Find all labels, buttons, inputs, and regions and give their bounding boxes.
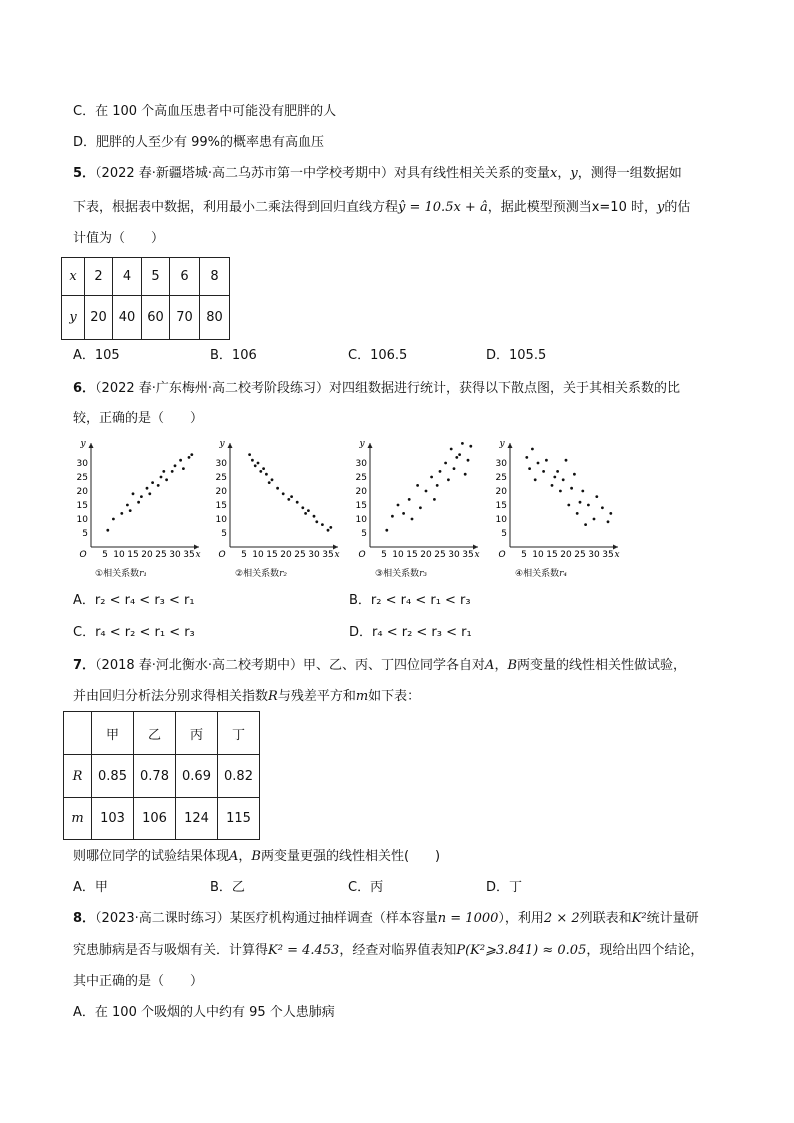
scatter-point (607, 520, 610, 523)
scatter-point (528, 467, 531, 470)
scatter-point (287, 498, 290, 501)
y-tick-label: 30 (76, 459, 88, 469)
scatter-point (567, 504, 570, 507)
scatter-point (408, 498, 411, 501)
scatter-point (190, 453, 193, 456)
q7-text-1c: 两变量的线性相关性做试验， (517, 658, 687, 673)
q8-probability: P(K²⩾3.841) ≈ 0.05 (456, 943, 587, 958)
q7-var-b-2: B (251, 849, 261, 864)
y-tick-label: 15 (355, 501, 367, 511)
q6-option-b: B．r₂ < r₄ < r₁ < r₃ (349, 593, 471, 608)
x-tick-label: 30 (448, 550, 460, 559)
q5-table-y-cell: 20 (85, 296, 113, 340)
q5-text-2c: x=10 时， (591, 200, 657, 215)
q7-table-m-cell: 115 (218, 798, 260, 840)
x-tick-label: 10 (252, 550, 264, 559)
q5-option-c: C．106.5 (348, 348, 408, 363)
y-tick-label: 15 (76, 501, 88, 511)
q8-k2-value: K² = 4.453 (268, 943, 340, 958)
q5-option-b: B．106 (210, 348, 257, 363)
scatter-point (556, 470, 559, 473)
scatter-point (601, 506, 604, 509)
scatter-point (157, 484, 160, 487)
scatter-point (296, 501, 299, 504)
y-axis-label: y (219, 439, 225, 449)
y-tick-label: 15 (215, 501, 227, 511)
y-axis-arrow (368, 443, 373, 448)
q7-table-head: 丁 (218, 712, 260, 755)
scatter-point (106, 529, 109, 532)
q5-data-table (61, 257, 230, 340)
y-tick-label: 30 (355, 459, 367, 469)
q7-line-2 (73, 688, 420, 706)
x-tick-label: 20 (560, 550, 572, 559)
q5-number: 5． (73, 166, 96, 181)
scatter-point (458, 453, 461, 456)
scatter-point (151, 481, 154, 484)
scatter-point (397, 504, 400, 507)
q8-number: 8． (73, 911, 96, 926)
scatter-point (126, 504, 129, 507)
scatter-plot-1 (71, 437, 205, 559)
scatter-point (559, 490, 562, 493)
scatter-point (581, 490, 584, 493)
scatter-point (411, 518, 414, 521)
x-axis-arrow (194, 545, 199, 550)
q8-sample-size: n = 1000 (437, 911, 499, 926)
q7-text-3c: 两变量更强的线性相关性( ) (260, 849, 441, 864)
scatter-point (276, 487, 279, 490)
q6-source: （2022 春·广东梅州·高二校考阶段练习） (95, 381, 330, 396)
q5-table-x-label: x (62, 258, 85, 296)
q6-line-1 (73, 380, 680, 398)
q8-text-2a: 究患肺病是否与吸烟有关．计算得 (73, 943, 269, 958)
q8-line-3: 其中正确的是（ ） (73, 974, 204, 989)
y-tick-label: 5 (82, 529, 88, 539)
q8-line-1 (73, 910, 699, 928)
scatter-point (573, 473, 576, 476)
x-tick-label: 15 (546, 550, 558, 559)
q5-table-x-cell: 2 (85, 258, 113, 296)
q7-var-a-2: A (229, 849, 239, 864)
x-tick-label: 20 (420, 550, 432, 559)
y-axis-label: y (359, 439, 365, 449)
q5-text-1b: ，测得一组数据如 (577, 166, 682, 181)
q5-table-x-cell: 8 (200, 258, 230, 296)
x-tick-label: 25 (155, 550, 167, 559)
q7-table-head: 丙 (176, 712, 218, 755)
scatter-point (146, 487, 149, 490)
scatter-point (385, 529, 388, 532)
scatter-point (579, 501, 582, 504)
scatter-point (129, 509, 132, 512)
scatter-point (416, 484, 419, 487)
y-tick-label: 5 (501, 529, 507, 539)
scatter-point (290, 495, 293, 498)
x-tick-label: O (358, 550, 366, 559)
q5-var-y-2: y (656, 200, 665, 215)
scatter-point (251, 459, 254, 462)
x-tick-label: 15 (127, 550, 139, 559)
scatter-point (593, 518, 596, 521)
y-tick-label: 5 (361, 529, 367, 539)
x-tick-label: 30 (308, 550, 320, 559)
scatter-point (137, 501, 140, 504)
x-axis-label: x (474, 550, 480, 559)
scatter-point (248, 453, 251, 456)
x-tick-label: 5 (241, 550, 247, 559)
x-tick-label: 30 (169, 550, 181, 559)
q7-comma-2: ， (238, 849, 252, 864)
scatter-plot-4 (490, 437, 624, 559)
q5-table-y-cell: 70 (170, 296, 200, 340)
scatter-point (120, 512, 123, 515)
x-tick-label: 25 (294, 550, 306, 559)
scatter-point (553, 476, 556, 479)
scatter-point (112, 518, 115, 521)
y-axis-label: y (80, 439, 86, 449)
scatter-point (453, 467, 456, 470)
x-axis-arrow (473, 545, 478, 550)
q7-table-head: 甲 (92, 712, 134, 755)
x-tick-label: 35 (322, 550, 334, 559)
x-tick-label: O (218, 550, 226, 559)
x-axis-label: x (334, 550, 340, 559)
q7-comma: ， (494, 658, 508, 673)
scatter-point (551, 484, 554, 487)
scatter-point (313, 515, 316, 518)
scatter-point (321, 523, 324, 526)
x-tick-label: 5 (381, 550, 387, 559)
q6-text-1: 对四组数据进行统计，获得以下散点图，关于其相关系数的比 (329, 381, 681, 396)
plot-caption-3: ③相关系数r₃ (375, 569, 427, 579)
q7-var-m: m (355, 689, 369, 704)
q7-table-r-cell: 0.82 (218, 755, 260, 798)
q7-option-a: A．甲 (73, 880, 108, 895)
q5-regression-eq: ŷ = 10.5x + â (398, 200, 488, 215)
scatter-point (268, 481, 271, 484)
scatter-point (584, 523, 587, 526)
scatter-point (545, 459, 548, 462)
q8-text-1b: ），利用 (498, 911, 544, 926)
scatter-point (148, 492, 151, 495)
scatter-plot-2 (210, 437, 344, 559)
q8-line-2 (73, 942, 703, 960)
q5-line-2 (73, 199, 690, 217)
y-tick-label: 20 (355, 487, 367, 497)
q7-table-r-cell: 0.69 (176, 755, 218, 798)
q5-var-x: x (550, 166, 558, 181)
x-tick-label: 30 (588, 550, 600, 559)
q5-table-x-cell: 4 (113, 258, 142, 296)
q7-table-m-cell: 124 (176, 798, 218, 840)
x-tick-label: 25 (574, 550, 586, 559)
q7-table-m-cell: 103 (92, 798, 134, 840)
scatter-point (329, 526, 332, 529)
scatter-point (179, 459, 182, 462)
scatter-point (534, 478, 537, 481)
scatter-point (447, 478, 450, 481)
y-tick-label: 30 (215, 459, 227, 469)
scatter-point (402, 512, 405, 515)
scatter-point (587, 504, 590, 507)
scatter-point (257, 462, 260, 465)
y-tick-label: 25 (355, 473, 367, 483)
q7-data-table (63, 711, 260, 840)
plot-caption-2: ②相关系数r₂ (235, 569, 287, 579)
x-tick-label: 35 (462, 550, 474, 559)
q6-option-c: C．r₄ < r₂ < r₁ < r₃ (73, 625, 195, 640)
q7-option-c: C．丙 (348, 880, 384, 895)
x-axis-arrow (333, 545, 338, 550)
scatter-point (174, 464, 177, 467)
scatter-point (444, 462, 447, 465)
q6-option-a: A．r₂ < r₄ < r₃ < r₁ (73, 593, 195, 608)
x-tick-label: 5 (521, 550, 527, 559)
q7-table-r-label: R (64, 755, 92, 798)
scatter-point (425, 490, 428, 493)
scatter-point (542, 470, 545, 473)
q4-option-c: C．在 100 个高血压患者中可能没有肥胖的人 (73, 104, 337, 119)
scatter-point (595, 495, 598, 498)
q7-option-b: B．乙 (210, 880, 245, 895)
y-tick-label: 20 (215, 487, 227, 497)
x-tick-label: 10 (113, 550, 125, 559)
q5-table-y-cell: 40 (113, 296, 142, 340)
scatter-point (609, 512, 612, 515)
q4-option-d: D．肥胖的人至少有 99%的概率患有高血压 (73, 135, 325, 150)
q7-table-r-cell: 0.85 (92, 755, 134, 798)
q5-option-d: D．105.5 (486, 348, 547, 363)
scatter-point (140, 495, 143, 498)
x-tick-label: O (79, 550, 87, 559)
q5-table-x-cell: 5 (142, 258, 170, 296)
scatter-point (455, 456, 458, 459)
scatter-point (430, 476, 433, 479)
y-axis-arrow (228, 443, 233, 448)
q8-k2: K² (631, 911, 647, 926)
x-tick-label: 35 (183, 550, 195, 559)
y-tick-label: 15 (495, 501, 507, 511)
y-tick-label: 25 (215, 473, 227, 483)
q7-table-head: 乙 (134, 712, 176, 755)
scatter-plot-3 (350, 437, 484, 559)
q7-var-a: A (485, 658, 495, 673)
scatter-point (531, 448, 534, 451)
q5-text-2a: 下表，根据表中数据，利用最小二乘法得到回归直线方程 (73, 200, 399, 215)
q5-source: （2022 春·新疆塔城·高二乌苏市第一中学校考期中） (95, 166, 395, 181)
q5-table-x-cell: 6 (170, 258, 200, 296)
q5-table-y-label: y (62, 296, 85, 340)
plot-caption-4: ④相关系数r₄ (515, 569, 567, 579)
q8-option-a: A．在 100 个吸烟的人中约有 95 个人患肺病 (73, 1005, 335, 1020)
scatter-point (576, 512, 579, 515)
q7-table-m-cell: 106 (134, 798, 176, 840)
q7-source: （2018 春·河北衡水·高二校考期中） (95, 658, 304, 673)
q6-line-2: 较，正确的是（ ） (73, 411, 204, 426)
q5-line-3: 计值为（ ） (73, 231, 165, 246)
y-axis-arrow (89, 443, 94, 448)
q8-text-2c: ，现给出四个结论， (586, 943, 704, 958)
y-tick-label: 30 (495, 459, 507, 469)
q7-number: 7． (73, 658, 96, 673)
scatter-point (262, 467, 265, 470)
scatter-point (188, 456, 191, 459)
scatter-point (315, 520, 318, 523)
y-tick-label: 20 (76, 487, 88, 497)
scatter-point (562, 478, 565, 481)
x-tick-label: 5 (102, 550, 108, 559)
scatter-point (537, 462, 540, 465)
q5-text-1a: 对具有线性相关关系的变量 (394, 166, 551, 181)
x-tick-label: 10 (392, 550, 404, 559)
q7-table-m-label: m (64, 798, 92, 840)
x-axis-label: x (614, 550, 620, 559)
q8-table-size: 2 × 2 (543, 911, 580, 926)
q7-text-2b: 与残差平方和 (277, 689, 356, 704)
q5-var-y: y (570, 166, 578, 181)
x-axis-label: x (195, 550, 201, 559)
x-tick-label: 15 (406, 550, 418, 559)
q5-table-y-cell: 60 (142, 296, 170, 340)
scatter-point (271, 478, 274, 481)
q7-table-corner (64, 712, 92, 755)
q7-text-2a: 并由回归分析法分别求得相关指数 (73, 689, 269, 704)
scatter-point (254, 464, 257, 467)
q5-text-2b: ，据此模型预测当 (487, 200, 592, 215)
y-tick-label: 20 (495, 487, 507, 497)
scatter-point (461, 442, 464, 445)
y-tick-label: 10 (355, 515, 367, 525)
scatter-point (464, 473, 467, 476)
y-tick-label: 25 (495, 473, 507, 483)
q5-table-y-cell: 80 (200, 296, 230, 340)
q7-text-2c: 如下表： (368, 689, 421, 704)
y-tick-label: 5 (221, 529, 227, 539)
scatter-point (450, 448, 453, 451)
scatter-point (160, 476, 163, 479)
scatter-point (565, 459, 568, 462)
q6-option-d: D．r₄ < r₂ < r₃ < r₁ (349, 625, 472, 640)
q8-text-1c: 列联表和 (579, 911, 632, 926)
x-axis-arrow (613, 545, 618, 550)
scatter-point (467, 459, 470, 462)
scatter-point (433, 498, 436, 501)
x-tick-label: 25 (434, 550, 446, 559)
q7-table-r-cell: 0.78 (134, 755, 176, 798)
scatter-point (570, 487, 573, 490)
x-tick-label: 35 (602, 550, 614, 559)
scatter-point (307, 509, 310, 512)
x-tick-label: O (498, 550, 506, 559)
x-tick-label: 20 (141, 550, 153, 559)
q5-text-2d: 的估 (664, 200, 691, 215)
scatter-point (132, 492, 135, 495)
q7-text-1a: 甲、乙、丙、丁四位同学各自对 (303, 658, 486, 673)
q8-text-1a: 某医疗机构通过抽样调查（样本容量 (229, 911, 438, 926)
y-tick-label: 25 (76, 473, 88, 483)
scatter-point (165, 478, 168, 481)
y-tick-label: 10 (215, 515, 227, 525)
scatter-point (327, 529, 330, 532)
scatter-point (525, 456, 528, 459)
q7-var-r: R (268, 689, 278, 704)
scatter-point (391, 515, 394, 518)
x-tick-label: 10 (532, 550, 544, 559)
plot-caption-1: ①相关系数r₁ (95, 569, 147, 579)
scatter-point (301, 506, 304, 509)
q8-text-2b: ，经查对临界值表知 (339, 943, 457, 958)
q5-option-a: A．105 (73, 348, 120, 363)
q7-line-3 (73, 848, 440, 866)
x-tick-label: 15 (266, 550, 278, 559)
scatter-point (439, 470, 442, 473)
y-axis-label: y (499, 439, 505, 449)
q5-line-1: 5．（2022 春·新疆塔城·高二乌苏市第一中学校考期中）对具有线性相关关系的变量x，y，测得一组数据如 (73, 166, 682, 181)
scatter-point (265, 473, 268, 476)
q7-line-1 (73, 657, 686, 675)
q7-option-d: D．丁 (486, 880, 523, 895)
scatter-point (304, 512, 307, 515)
scatter-point (282, 492, 285, 495)
q8-text-1d: 统计量研 (646, 911, 699, 926)
q7-text-3a: 则哪位同学的试验结果体现 (73, 849, 230, 864)
scatter-point (259, 470, 262, 473)
scatter-point (436, 484, 439, 487)
y-axis-arrow (508, 443, 513, 448)
scatter-point (171, 470, 174, 473)
x-tick-label: 20 (280, 550, 292, 559)
scatter-point (469, 445, 472, 448)
scatter-point (419, 506, 422, 509)
scatter-point (182, 467, 185, 470)
y-tick-label: 10 (76, 515, 88, 525)
q8-source: （2023·高二课时练习） (95, 911, 230, 926)
y-tick-label: 10 (495, 515, 507, 525)
q7-var-b: B (507, 658, 518, 673)
scatter-point (162, 470, 165, 473)
q6-number: 6． (73, 381, 96, 396)
